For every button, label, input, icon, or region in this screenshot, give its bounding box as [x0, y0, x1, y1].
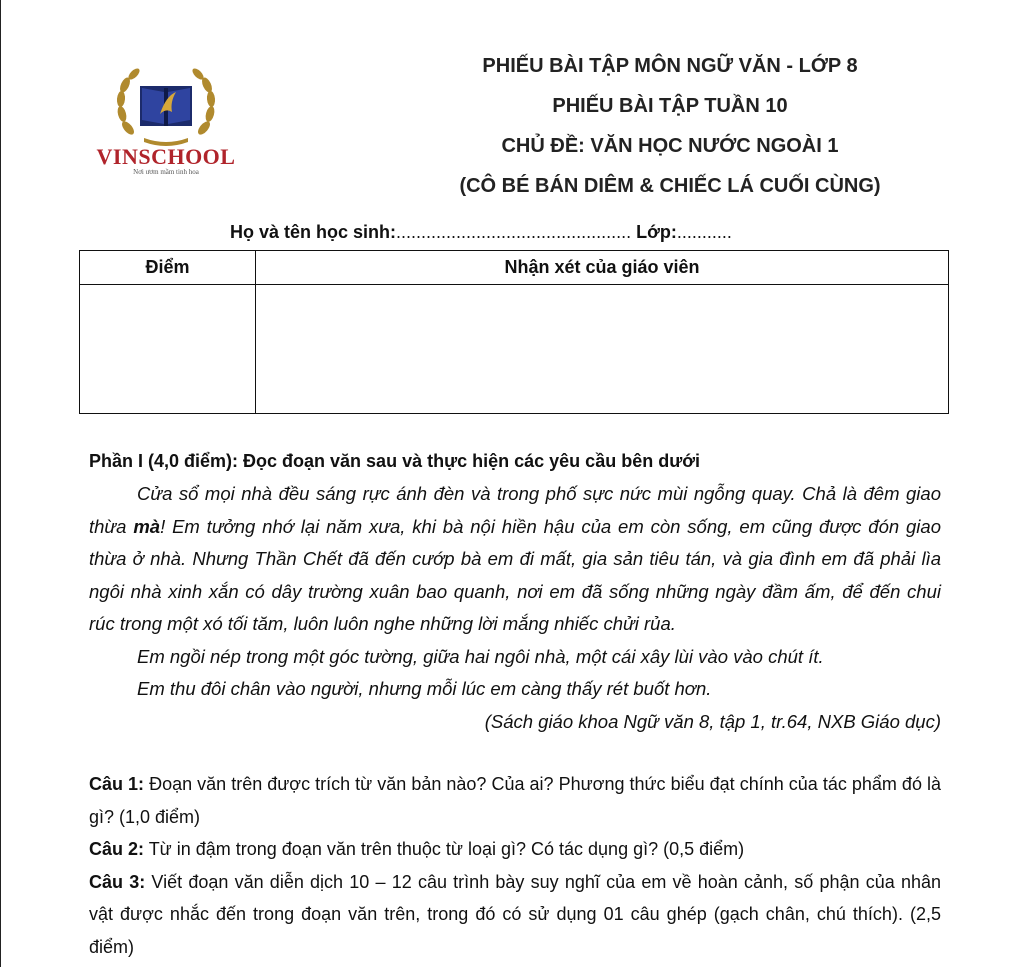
worksheet-subtopic: (CÔ BÉ BÁN DIÊM & CHIẾC LÁ CUỐI CÙNG) [459, 175, 881, 197]
question-label: Câu 1: [89, 774, 145, 794]
passage-text: Cửa sổ mọi nhà đều sáng rực ánh đèn và trong phố sực nức mùi ngỗng quay. Chả là đêm giao thừa [89, 483, 941, 537]
score-header: Điểm [80, 251, 256, 285]
class-field[interactable]: ........... [676, 222, 732, 242]
passage-text: ! Em tưởng nhớ lại năm xưa, khi bà nội hiền hậu của em còn sống, em cũng được đón giao thừa ở nhà. Nhưng Thần Chết đã đến cướp bà em đi mất, gia sản tiêu tán, và gia đình em đã phải lìa ngôi nhà xinh xắn có dây trường xuân bao quanh, nơi em đã sống những ngày đầm ấm, để đến chui rúc trong một xó tối tăm, luôn luôn nghe những lời mắng nhiếc chửi rủa. [89, 515, 941, 634]
question-list [89, 768, 941, 963]
teacher-comment-header: Nhận xét của giáo viên [256, 251, 949, 285]
passage-paragraph-3: Em thu đôi chân vào người, nhưng mỗi lúc em càng thấy rét buốt hơn. [137, 678, 712, 699]
question-item [89, 768, 941, 833]
question-item [89, 833, 941, 866]
page-edge [0, 0, 1, 967]
question-text: Đoạn văn trên được trích từ văn bản nào? Của ai? Phương thức biểu đạt chính của tác phẩm đó là gì? (1,0 điểm) [89, 774, 941, 827]
student-name-label: Họ và tên học sinh: [230, 222, 397, 242]
grade-table [79, 250, 949, 414]
question-item [89, 866, 941, 964]
bold-word: mà [133, 515, 161, 537]
question-label: Câu 3: [89, 871, 146, 892]
passage-source: (Sách giáo khoa Ngữ văn 8, tập 1, tr.64, NXB Giáo dục) [484, 710, 941, 732]
worksheet-title: PHIẾU BÀI TẬP MÔN NGỮ VĂN - LỚP 8 [482, 55, 858, 77]
part1-heading: Phần I (4,0 điểm): Đọc đoạn văn sau và thực hiện các yêu cầu bên dưới [89, 451, 701, 471]
passage-paragraph-1 [89, 478, 941, 641]
laurel-book-icon [114, 66, 218, 146]
question-text: Viết đoạn văn diễn dịch 10 – 12 câu trình bày suy nghĩ của em về hoàn cảnh, số phận của nhân vật được nhắc đến trong đoạn văn trên, trong đó có sử dụng 01 câu ghép (gạch chân, chú thích). (2,5 điểm) [89, 871, 941, 957]
logo-tagline: Nơi ươm mầm tinh hoa [133, 168, 199, 176]
teacher-comment-cell[interactable] [256, 285, 949, 414]
passage-paragraph-2: Em ngồi nép trong một góc tường, giữa hai ngôi nhà, một cái xây lùi vào vào chút ít. [137, 645, 824, 667]
student-info-line [230, 222, 732, 243]
student-name-field[interactable]: ............................................... [396, 222, 632, 242]
question-label: Câu 2: [89, 839, 145, 859]
class-label: Lớp: [636, 222, 677, 242]
question-text: Từ in đậm trong đoạn văn trên thuộc từ loại gì? Có tác dụng gì? (0,5 điểm) [144, 839, 745, 859]
logo-brand: VINSCHOOL [96, 144, 236, 169]
school-logo [92, 66, 240, 176]
worksheet-week: PHIẾU BÀI TẬP TUẦN 10 [552, 95, 788, 117]
worksheet-topic: CHỦ ĐỀ: VĂN HỌC NƯỚC NGOÀI 1 [501, 135, 839, 157]
reading-passage [89, 478, 941, 738]
score-cell[interactable] [80, 285, 256, 414]
